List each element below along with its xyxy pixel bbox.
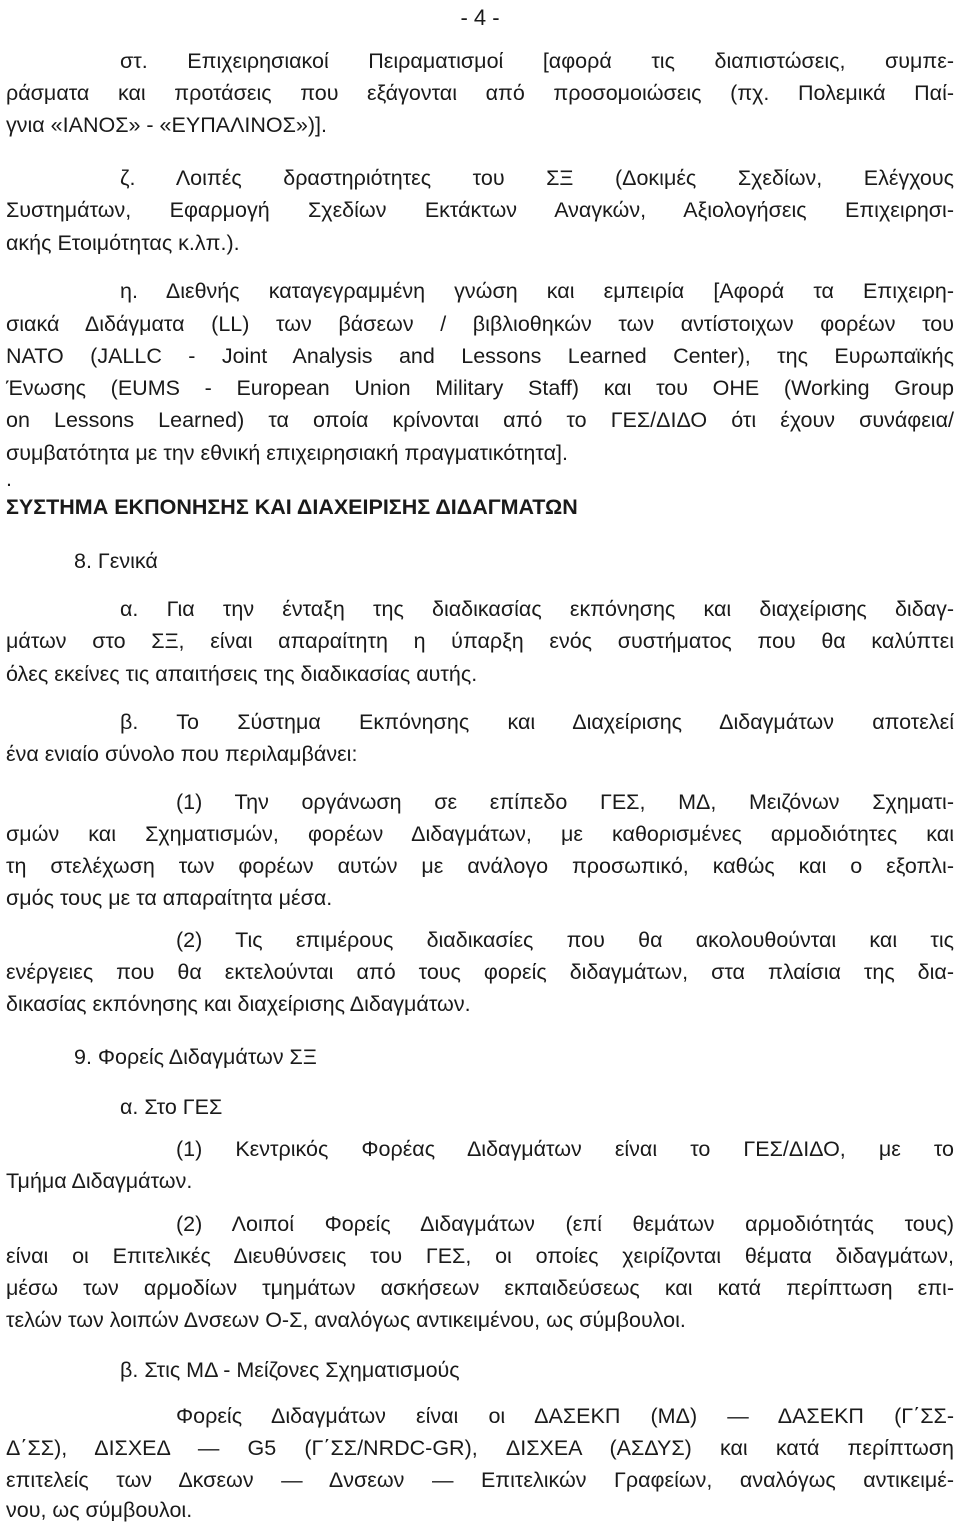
paragraph-line: συμβατότητα με την εθνική επιχειρησιακή πραγματικότητα]. [6, 441, 568, 465]
paragraph-line: Ένωσης (EUMS - European Union Military Staff) και του ΟΗΕ (Working Group [6, 376, 954, 400]
paragraph-line: μέσω των αρμοδίων τμημάτων ασκήσεων εκπαιδεύσεως και κατά περίπτωση επι- [6, 1276, 954, 1300]
subsection-title: α. Στο ΓΕΣ [120, 1095, 223, 1119]
paragraph-line: ΝΑΤΟ (JALLC - Joint Analysis and Lessons Learned Center), της Ευρωπαϊκής [6, 344, 954, 368]
section-heading: ΣΥΣΤΗΜΑ ΕΚΠΟΝΗΣΗΣ ΚΑΙ ΔΙΑΧΕΙΡΙΣΗΣ ΔΙΔΑΓΜΑΤΩΝ [6, 495, 578, 519]
paragraph-line: ράσματα και προτάσεις που εξάγονται από προσομοιώσεις (πχ. Πολεμικά Παί- [6, 81, 954, 105]
paragraph-line: (1) Κεντρικός Φορέας Διδαγμάτων είναι το ΓΕΣ/ΔΙΔΟ, με το [176, 1137, 954, 1161]
paragraph-line: τελών των λοιπών Δνσεων Ο-Σ, αναλόγως αντικειμένου, ως σύμβουλοι. [6, 1308, 686, 1332]
paragraph-line: ένα ενιαίο σύνολο που περιλαμβάνει: [6, 742, 358, 766]
stray-dot: . [6, 467, 12, 491]
paragraph-line: (2) Τις επιμέρους διαδικασίες που θα ακολουθούνται και τις [176, 928, 954, 952]
paragraph-line: όλες εκείνες τις απαιτήσεις της διαδικασίας αυτής. [6, 662, 478, 686]
paragraph-line: α. Για την ένταξη της διαδικασίας εκπόνησης και διαχείρισης διδαγ- [120, 597, 954, 621]
paragraph-line: είναι οι Επιτελικές Διευθύνσεις του ΓΕΣ, οι οποίες χειρίζονται θέματα διδαγμάτων, [6, 1244, 954, 1268]
paragraph-line: (1) Την οργάνωση σε επίπεδο ΓΕΣ, ΜΔ, Μειζόνων Σχηματι- [176, 790, 954, 814]
paragraph-line: Συστημάτων, Εφαρμογή Σχεδίων Εκτάκτων Αναγκών, Αξιολογήσεις Επιχειρησι- [6, 198, 954, 222]
paragraph-line: γνια «ΙΑΝΟΣ» - «ΕΥΠΑΛΙΝΟΣ»)]. [6, 113, 327, 137]
paragraph-line: β. Το Σύστημα Εκπόνησης και Διαχείρισης Διδαγμάτων αποτελεί [120, 710, 954, 734]
paragraph-line: σμός τους με τα απαραίτητα μέσα. [6, 886, 333, 910]
paragraph-line: σμών και Σχηματισμών, φορέων Διδαγμάτων, με καθορισμένες αρμοδιότητες και [6, 822, 954, 846]
paragraph-line: επιτελείς των Δκσεων — Δνσεων — Επιτελικών Γραφείων, αναλόγως αντικειμέ- [6, 1468, 954, 1492]
paragraph-line: Φορείς Διδαγμάτων είναι οι ΔΑΣΕΚΠ (ΜΔ) — ΔΑΣΕΚΠ (Γ΄ΣΣ- [176, 1404, 954, 1428]
paragraph-line: νου, ως σύμβουλοι. [6, 1498, 193, 1522]
paragraph-line: σιακά Διδάγματα (LL) των βάσεων / βιβλιοθηκών των αντίστοιχων φορέων του [6, 312, 954, 336]
paragraph-line: ζ. Λοιπές δραστηριότητες του ΣΞ (Δοκιμές Σχεδίων, Ελέγχους [120, 166, 954, 190]
paragraph-line: on Lessons Learned) τα οποία κρίνονται από το ΓΕΣ/ΔΙΔΟ ότι έχουν συνάφεια/ [6, 408, 954, 432]
subsection-title: β. Στις ΜΔ - Μείζονες Σχηματισμούς [120, 1358, 460, 1382]
paragraph-line: ενέργειες που θα εκτελούνται από τους φορείς διδαγμάτων, στα πλαίσια της δια- [6, 960, 954, 984]
paragraph-line: Τμήμα Διδαγμάτων. [6, 1169, 193, 1193]
paragraph-line: στ. Επιχειρησιακοί Πειραματισμοί [αφορά τις διαπιστώσεις, συμπε- [120, 49, 954, 73]
paragraph-line: η. Διεθνής καταγεγραμμένη γνώση και εμπειρία [Αφορά τα Επιχειρη- [120, 279, 954, 303]
paragraph-line: (2) Λοιποί Φορείς Διδαγμάτων (επί θεμάτων αρμοδιότητάς τους) [176, 1212, 954, 1236]
paragraph-line: δικασίας εκπόνησης και διαχείρισης Διδαγμάτων. [6, 992, 471, 1016]
section-title: 8. Γενικά [74, 549, 158, 573]
page-number: - 4 - [460, 5, 500, 30]
paragraph-line: ακής Ετοιμότητας κ.λπ.). [6, 231, 240, 255]
paragraph-line: τη στελέχωση των φορέων αυτών με ανάλογο προσωπικό, καθώς και ο εξοπλι- [6, 854, 954, 878]
section-title: 9. Φορείς Διδαγμάτων ΣΞ [74, 1045, 317, 1069]
paragraph-line: Δ΄ΣΣ), ΔΙΣΧΕΔ — G5 (Γ΄ΣΣ/NRDC-GR), ΔΙΣΧΕΑ (ΑΣΔΥΣ) και κατά περίπτωση [6, 1436, 954, 1460]
paragraph-line: μάτων στο ΣΞ, είναι απαραίτητη η ύπαρξη ενός συστήματος που θα καλύπτει [6, 629, 954, 653]
